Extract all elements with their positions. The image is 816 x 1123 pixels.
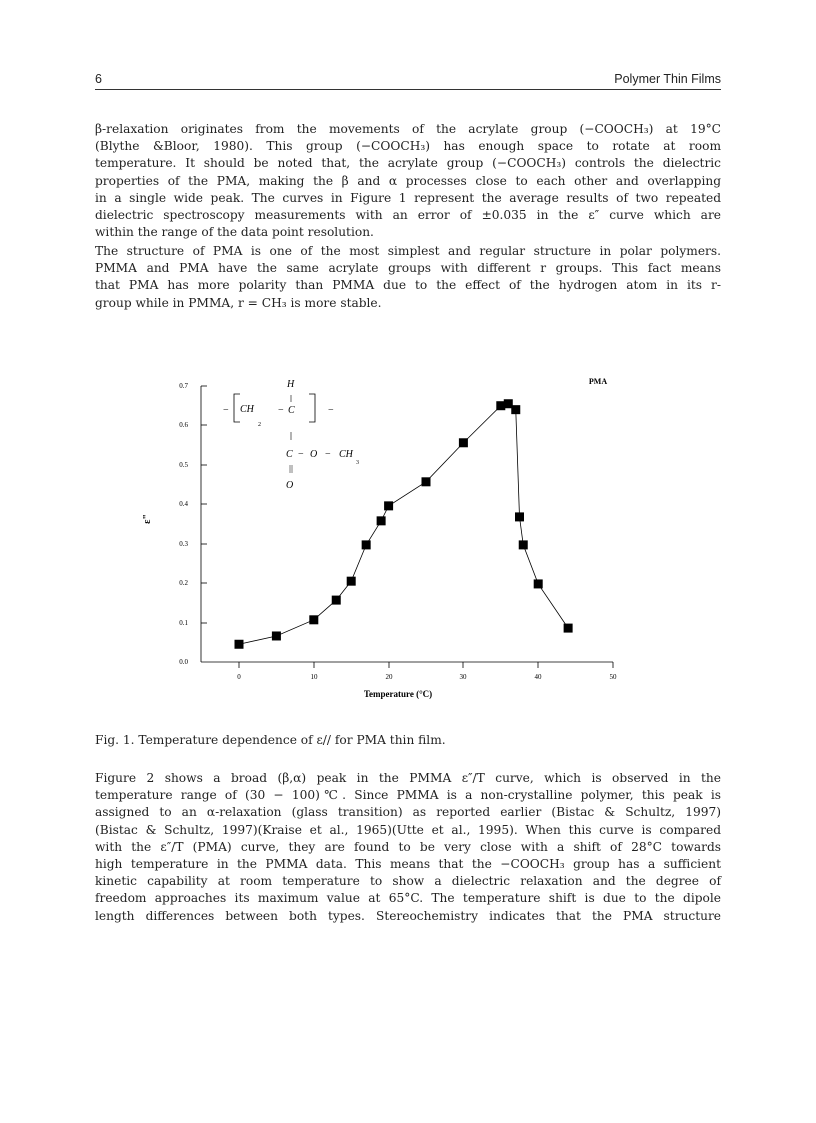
struct-h: H (287, 379, 295, 390)
y-tick: 0.2 (179, 579, 188, 587)
struct-o-bottom: O (286, 480, 294, 491)
y-tick: 0.6 (179, 421, 188, 429)
figure-caption: Fig. 1. Temperature dependence of ε// for PMA thin film. (95, 733, 446, 747)
text-line: temperature range of (30 − 100)℃. Since PMMA is a non-crystalline polymer, this peak is (95, 788, 721, 803)
struct-ch: CH (240, 404, 254, 415)
text-line: within the range of the data point resolution. (95, 225, 374, 240)
struct-sub3: 3 (356, 460, 359, 466)
text-line: temperature. It should be noted that, the acrylate group (−COOCH₃) controls the dielectric (95, 156, 721, 171)
struct-ch3: CH (339, 449, 353, 460)
x-axis-label: Temperature (°C) (363, 689, 433, 699)
struct-c-mid: C (286, 449, 293, 460)
y-tick: 0.5 (179, 461, 188, 469)
text-line: Figure 2 shows a broad (β,α) peak in the PMMA ε″/T curve, which is observed in the (95, 771, 721, 785)
data-point-square (422, 477, 431, 486)
struct-dash: − (328, 405, 334, 416)
y-tick-labels (179, 382, 188, 666)
text-line: freedom approaches its maximum value at 65°C. The temperature shift is due to the dipole (95, 891, 721, 906)
text-line: properties of the PMA, making the β and α processes close to each other and overlapping (95, 173, 721, 188)
data-point-square (309, 615, 318, 624)
data-point-square (272, 631, 281, 640)
x-tick: 0 (237, 673, 241, 681)
text-line: in a single wide peak. The curves in Figure 1 represent the average results of two repeated (95, 190, 721, 205)
text-line: β-relaxation originates from the movements of the acrylate group (−COOCH₃) at 19°C (95, 122, 721, 136)
data-point-square (511, 405, 520, 414)
text-line: PMMA and PMA have the same acrylate groups with different r groups. This fact means (95, 261, 721, 276)
struct-dash: − (278, 405, 284, 416)
y-tick: 0.1 (179, 619, 188, 627)
text-line: (Bistac & Schultz, 1997)(Kraise et al., 1965)(Utte et al., 1995). When this curve is compared (95, 822, 721, 837)
text-line: that PMA has more polarity than PMMA due to the effect of the hydrogen atom in its r- (95, 278, 721, 293)
page-number: 6 (95, 72, 102, 86)
struct-dash: − (223, 405, 229, 416)
x-tick: 40 (534, 673, 542, 681)
data-point-square (534, 579, 543, 588)
data-point-square (235, 640, 244, 649)
data-point-square (459, 438, 468, 447)
chemical-structure (223, 379, 359, 491)
x-axis (201, 662, 613, 668)
data-point-square (519, 540, 528, 549)
text-line: (Blythe &Bloor, 1980). This group (−COOCH₃) has enough space to rotate at room (95, 139, 721, 154)
text-line: The structure of PMA is one of the most simplest and regular structure in polar polymers. (95, 244, 721, 258)
struct-c-top: C (288, 405, 295, 416)
struct-dash: − (325, 449, 331, 460)
x-tick: 20 (385, 673, 393, 681)
series-line (239, 404, 568, 645)
text-line: assigned to an α-relaxation (glass transition) as reported earlier (Bistac & Schultz, 1997) (95, 805, 721, 820)
data-point-square (384, 501, 393, 510)
data-point-square (515, 512, 524, 521)
data-point-square (564, 624, 573, 633)
data-point-square (332, 596, 341, 605)
y-axis-label: ε" (142, 514, 153, 524)
x-tick: 30 (459, 673, 467, 681)
text-line: with the ε″/T (PMA) curve, they are found to be very close with a shift of 28°C towards (95, 839, 721, 854)
text-line: dielectric spectroscopy measurements with an error of ±0.035 in the ε″ curve which are (95, 208, 721, 223)
struct-o-mid: O (310, 449, 318, 460)
text-line: kinetic capability at room temperature to show a dielectric relaxation and the degree of (95, 874, 721, 889)
data-point-square (362, 540, 371, 549)
data-series-pma (235, 399, 573, 649)
text-line: group while in PMMA, r = CH₃ is more stable. (95, 295, 382, 310)
data-point-square (377, 516, 386, 525)
running-title: Polymer Thin Films (614, 72, 721, 86)
y-tick: 0.3 (179, 540, 188, 548)
paragraph-3 (95, 770, 721, 925)
x-tick: 50 (609, 673, 617, 681)
y-tick: 0.0 (179, 658, 188, 666)
x-tick-labels (237, 673, 617, 681)
y-tick: 0.7 (179, 382, 188, 390)
struct-sub2: 2 (258, 422, 261, 428)
text-line: length differences between both types. Stereochemistry indicates that the PMA structure (95, 908, 721, 923)
data-point-square (347, 577, 356, 586)
x-tick: 10 (310, 673, 318, 681)
legend-label: PMA (588, 377, 608, 386)
struct-dash: − (298, 449, 304, 460)
text-line: high temperature in the PMMA data. This means that the −COOCH₃ group has a sufficient (95, 857, 721, 872)
y-axis (201, 386, 207, 662)
y-tick: 0.4 (179, 500, 188, 508)
